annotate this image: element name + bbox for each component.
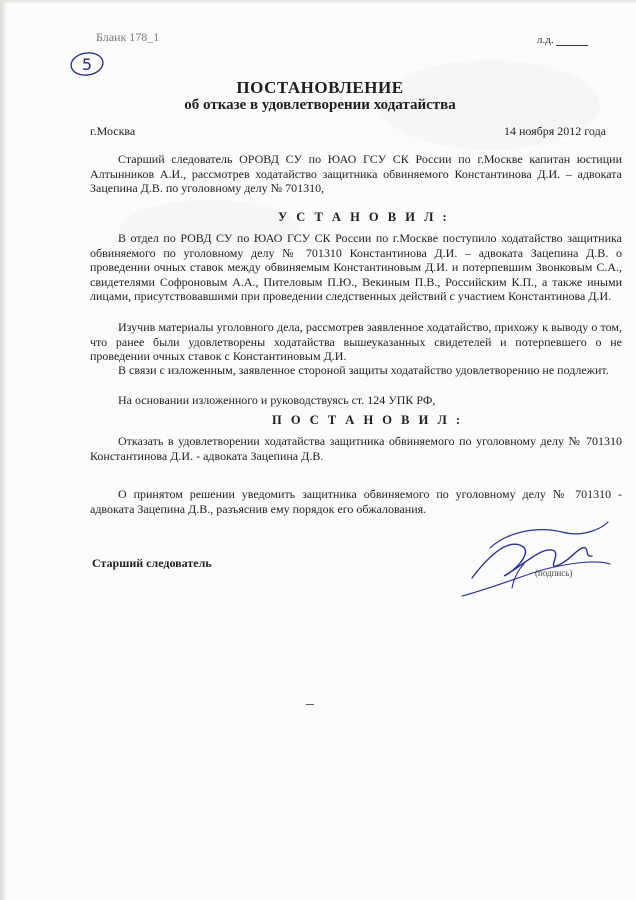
case-sheet-label: л.д.: [537, 34, 554, 46]
signature-caption: (подпись): [535, 568, 573, 578]
scan-mark: [306, 704, 314, 705]
place: г.Москва: [90, 124, 136, 138]
established-paragraph-4: На основании изложенного и руководствуясь ст. 124 УПК РФ,: [118, 393, 436, 407]
case-sheet-blank: [556, 35, 588, 46]
document-title: ПОСТАНОВЛЕНИЕ: [236, 78, 404, 97]
established-paragraph-2: Изучив материалы уголовного дела, рассмотрев заявленное ходатайство, прихожу к выводу о том, что ранее были удовлетворены ходатайства вышеуказанных свидетелей и потерпевшего о не проведении очных ставок с Константиновым Д.И.: [90, 320, 622, 363]
page-number-text: 5: [81, 55, 93, 74]
signatory-title: Старший следователь: [92, 556, 212, 570]
title-block: [120, 78, 520, 114]
established-paragraph-3: В связи с изложенным, заявленное стороной защиты ходатайство удовлетворению не подлежит.: [118, 363, 609, 377]
resolved-heading: П О С Т А Н О В И Л :: [272, 413, 464, 427]
intro-paragraph: Старший следователь ОРОВД СУ по ЮАО ГСУ СК России по г.Москве капитан юстиции Алтынников А.И., рассмотрев ходатайство защитника обвиняемого Константинова Д.И. – адвоката Зацепина Д.В. по уголовному делу № 701310,: [90, 152, 622, 195]
established-paragraph-1: В отдел по РОВД СУ по ЮАО ГСУ СК России по г.Москве поступило ходатайство защитника обвиняемого по уголовному делу № 701310 Константинова Д.И. – адвоката Зацепина Д.В. о проведении очных ставок между обвиняемым Константиновым Д.И. и потерпевшим Звонковым С.А., свидетелями Софроновым А.А., Пителовым П.Ю., Векиным П.В., Российским К.П., а также иными лицами, присутствовавшими при проведении следственных действий с участием Константинова Д.И.: [90, 231, 622, 303]
resolved-paragraph-1: Отказать в удовлетворении ходатайства защитника обвиняемого по уголовному делу № 701310 Константинова Д.И. - адвоката Зацепина Д.В.: [90, 434, 622, 463]
resolved-paragraph-2: О принятом решении уведомить защитника обвиняемого по уголовному делу № 701310 - адвоката Зацепина Д.В., разъяснив ему порядок его обжалования.: [90, 487, 622, 516]
form-code: Бланк 178_1: [96, 30, 160, 44]
handwritten-signature: [452, 518, 612, 603]
document-date: 14 ноября 2012 года: [503, 124, 606, 138]
handwritten-page-number: [68, 50, 106, 78]
scan-shadow-top: [0, 0, 636, 4]
document-subtitle: об отказе в удовлетворении ходатайства: [184, 97, 456, 113]
scan-shadow-left: [0, 0, 7, 900]
established-heading: У С Т А Н О В И Л :: [278, 210, 450, 224]
case-sheet-field: [537, 34, 588, 46]
